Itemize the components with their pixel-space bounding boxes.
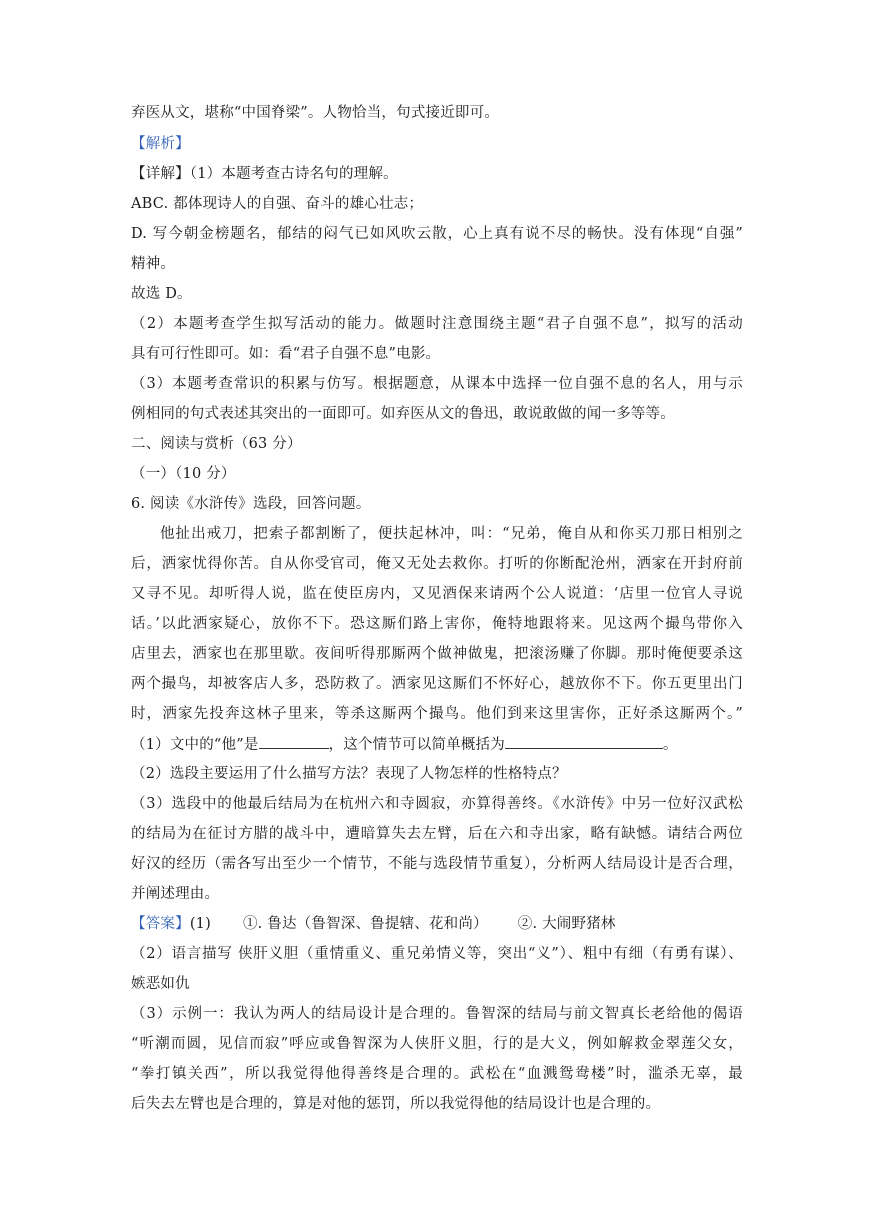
section-heading: 二、阅读与赏析（63 分） [131,436,302,452]
text-line: 【详解】（1）本题考查古诗名句的理解。 [131,166,398,182]
answer-blank[interactable] [259,734,329,749]
answer-option-1: ①. 鲁达（鲁智深、鲁提辖、花和尚） [242,916,488,932]
answer-line-1 [131,914,743,934]
passage-line: 时，洒家先投奔这林子里来，等杀这厮两个撮鸟。他们到来这里害你，正好杀这厮两个。” [131,706,743,722]
text-line: ABC. 都体现诗人的自强、奋斗的雄心壮志； [131,196,424,212]
text-line: 故选 D。 [131,286,192,302]
question-text: ，这个情节可以简单概括为 [328,737,505,753]
question-text: （1）文中的“他”是 [131,737,259,753]
passage-line: 他扯出戒刀，把索子都割断了，便扶起林冲，叫：“兄弟，俺自从和你买刀那日相别之 [160,526,743,542]
answer-line: （3）示例一：我认为两人的结局设计是合理的。鲁智深的结局与前文智真长老给他的偈语 [131,1006,743,1022]
question-3-line: 好汉的经历（需各写出至少一个情节，不能与选段情节重复），分析两人结局设计是否合理， [131,856,743,872]
answer-line: “听潮而圆，见信而寂”呼应或鲁智深为人侠肝义胆，行的是大义，例如解救金翠莲父女， [131,1036,743,1052]
answer-option-2: ②. 大闹野猪林 [517,916,616,932]
text-line: 具有可行性即可。如：看“君子自强不息”电影。 [131,346,441,362]
answer-line: “拳打镇关西”，所以我觉得他得善终是合理的。武松在“血溅鸳鸯楼”时，滥杀无辜，最 [131,1066,743,1082]
text-line: 精神。 [131,256,176,272]
answer-line: 嫉恶如仇 [131,976,190,992]
text-line: 例相同的句式表述其突出的一面即可。如弃医从文的鲁迅，敢说敢做的闻一多等等。 [131,406,675,422]
question-2: （2）选段主要运用了什么描写方法？表现了人物怎样的性格特点？ [131,766,567,782]
passage-line: 又寻不见。却听得人说，监在使臣房内，又见酒保来请两个公人说道：‘店里一位官人寻说 [131,586,743,602]
subsection-heading: （一）（10 分） [131,466,236,482]
passage-line: 后，洒家忧得你苦。自从你受官司，俺又无处去救你。打听的你断配沧州，洒家在开封府前 [131,556,743,572]
passage-line: 话。’以此洒家疑心，放你不下。恐这厮们路上害你，俺特地跟将来。见这两个撮鸟带你入 [131,616,743,632]
text-line: （3）本题考查常识的积累与仿写。根据题意，从课本中选择一位自强不息的名人，用与示 [131,376,743,392]
question-3-line: 的结局为在征讨方腊的战斗中，遭暗算失去左臂，后在六和寺出家，略有缺憾。请结合两位 [131,826,743,842]
answer-line: （2）语言描写 侠肝义胆（重情重义、重兄弟情义等，突出“义”）、粗中有细（有勇有谋）、 [131,946,743,962]
question-1 [131,734,743,755]
question-3-line: 并阐述理由。 [131,886,220,902]
question-3-line: （3）选段中的他最后结局为在杭州六和寺圆寂，亦算得善终。《水浒传》中另一位好汉武松 [131,796,743,812]
question-title: 6. 阅读《水浒传》选段，回答问题。 [131,496,371,512]
question-text: 。 [662,737,678,753]
passage-line: 两个撮鸟，却被客店人多，恐防救了。洒家见这厮们不怀好心，越放你不下。你五更里出门 [131,676,743,692]
text-line: （2）本题考查学生拟写活动的能力。做题时注意围绕主题“君子自强不息”，拟写的活动 [131,316,743,332]
answer-tag: 【答案】 [131,916,190,932]
answer-number: (1) [189,916,211,932]
analysis-tag: 【解析】 [131,136,190,152]
passage-line: 店里去，洒家也在那里歇。夜间听得那厮两个做神做鬼，把滚汤赚了你脚。那时俺便要杀这 [131,646,743,662]
answer-line: 后失去左臂也是合理的，算是对他的惩罚，所以我觉得他的结局设计也是合理的。 [131,1096,661,1112]
text-line: 弃医从文，堪称“中国脊梁”。人物恰当，句式接近即可。 [131,105,500,121]
answer-blank[interactable] [505,734,663,749]
text-line: D. 写今朝金榜题名，郁结的闷气已如风吹云散，心上真有说不尽的畅快。没有体现“自强” [131,226,743,242]
